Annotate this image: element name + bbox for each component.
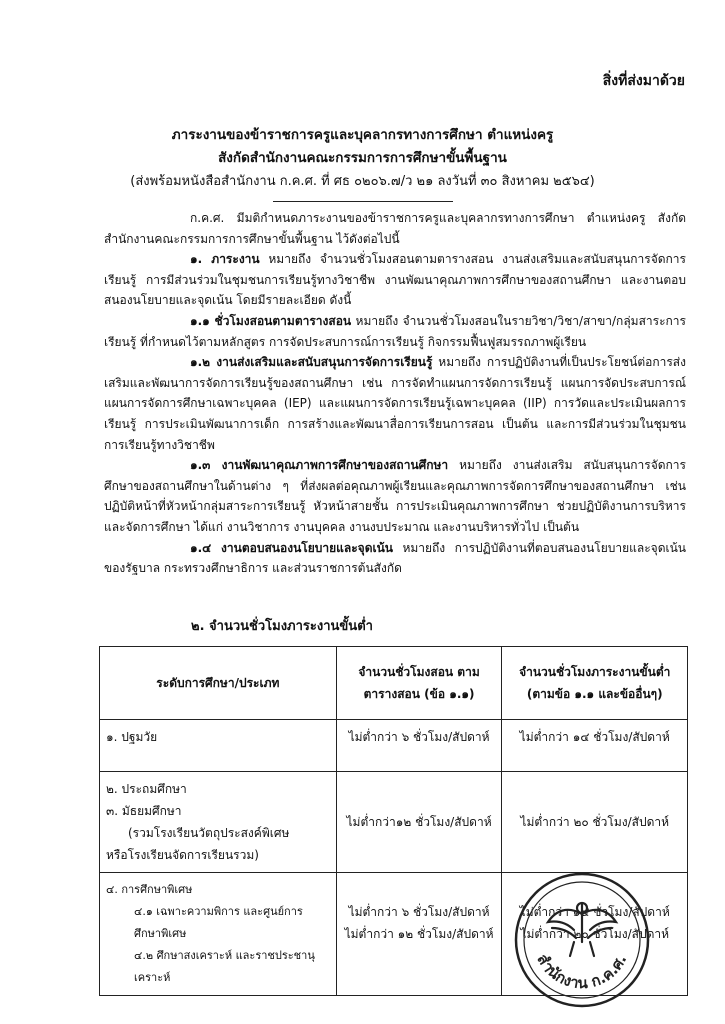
teaching-hours-cell: ไม่ต่ำกว่า ๖ ชั่วโมง/สัปดาห์	[336, 720, 502, 772]
section-1-1-paragraph	[104, 311, 686, 352]
table-header-teaching-hours: จำนวนชั่วโมงสอน ตามตารางสอน (ข้อ ๑.๑)	[336, 647, 502, 720]
table-row	[100, 772, 688, 873]
level-cell: ๔. การศึกษาพิเศษ ๔.๑ เฉพาะความพิการ และศูนย์การศึกษาพิเศษ ๔.๒ ศึกษาสงเคราะห์ และราชประชานุเคราะห์	[100, 873, 337, 996]
section-1-text: หมายถึง จำนวนชั่วโมงสอนตามตารางสอน งานส่งเสริมและสนับสนุนการจัดการเรียนรู้ การมีส่วนร่วมในชุมชนการเรียนรู้ทางวิชาชีพ งานพัฒนาคุณภาพการศึกษาของสถานศึกษา และงานตอบสนองนโยบายและจุดเน้น โดยมีรายละเอียด ดังนี้	[104, 252, 686, 308]
svg-text:สำนักงาน ก.ค.ศ.	[533, 951, 630, 992]
table-header-min-workload: จำนวนชั่วโมงภาระงานขั้นต่ำ (ตามข้อ ๑.๑ และข้ออื่นๆ)	[502, 647, 688, 720]
teaching-hours-cell: ไม่ต่ำกว่า๑๒ ชั่วโมง/สัปดาห์	[336, 772, 502, 873]
section-2-heading: ๒. จำนวนชั่วโมงภาระงานขั้นต่ำ	[191, 619, 373, 634]
min-workload-cell: ไม่ต่ำกว่า ๒๐ ชั่วโมง/สัปดาห์	[502, 772, 688, 873]
document-title: ภาระงานของข้าราชการครูและบุคลากรทางการศึกษา ตำแหน่งครู	[171, 127, 554, 143]
section-1-2-text: หมายถึง การปฏิบัติงานที่เป็นประโยชน์ต่อการส่งเสริมและพัฒนาการจัดการเรียนรู้ของสถานศึกษา เช่น การจัดทำแผนการจัดการเรียนรู้ แผนการจัดประสบการณ์ แผนการจัดการศึกษาเฉพาะบุคคล (IEP) และแผนการจัดการเรียนรู้เฉพาะบุคคล (IIP) การวัดและประเมินผลการเรียนรู้ การประเมินพัฒนาการเด็ก การสร้างและพัฒนาสื่อการเรียนการสอน เป็นต้น และการมีส่วนร่วมในชุมชนการเรียนรู้ทางวิชาชีพ	[104, 355, 686, 452]
section-1-4-paragraph	[104, 538, 686, 579]
teaching-hours-cell: ไม่ต่ำกว่า ๖ ชั่วโมง/สัปดาห์ ไม่ต่ำกว่า ๑๒ ชั่วโมง/สัปดาห์	[336, 873, 502, 996]
section-1-4-text: หมายถึง การปฏิบัติงานที่ตอบสนองนโยบายและจุดเน้นของรัฐบาล กระทรวงศึกษาธิการ และส่วนราชการต้นสังกัด	[104, 540, 686, 576]
min-workload-cell: ไม่ต่ำกว่า ๑๔ ชั่วโมง/สัปดาห์	[502, 720, 688, 772]
section-1-3-paragraph	[104, 455, 686, 537]
section-1-3-text: หมายถึง งานส่งเสริม สนับสนุนการจัดการศึกษาของสถานศึกษาในด้านต่าง ๆ ที่ส่งผลต่อคุณภาพผู้เรียนและคุณภาพการจัดการศึกษาของสถานศึกษา เช่น ปฏิบัติหน้าที่หัวหน้ากลุ่มสาระการเรียนรู้ หัวหน้าสายชั้น การประเมินคุณภาพการศึกษา ช่วยปฏิบัติงานการบริหารและจัดการศึกษา ได้แก่ งานวิชาการ งานบุคคล งานงบประมาณ และงานบริหารทั่วไป เป็นต้น	[104, 458, 686, 534]
min-workload-cell: ไม่ต่ำกว่า ๑๔ ชั่วโมง/สัปดาห์ ไม่ต่ำกว่า ๒๐ ชั่วโมง/สัปดาห์	[502, 873, 688, 996]
attachment-label: สิ่งที่ส่งมาด้วย	[602, 73, 685, 89]
table-header-row	[100, 647, 688, 720]
seal-text: สำนักงาน ก.ค.ศ.	[533, 950, 631, 993]
garuda-seal-icon	[512, 870, 652, 1010]
section-1-2-heading: ๑.๒ งานส่งเสริมและสนับสนุนการจัดการเรียนรู้	[190, 355, 433, 370]
document-subtitle: (ส่งพร้อมหนังสือสำนักงาน ก.ค.ศ. ที่ ศธ ๐๒๐๖.๗/ว ๒๑ ลงวันที่ ๓๐ สิงหาคม ๒๕๖๔)	[130, 174, 595, 189]
section-1-2-paragraph	[104, 352, 686, 455]
section-1-4-heading: ๑.๔ งานตอบสนองนโยบายและจุดเน้น	[190, 540, 394, 555]
title-divider	[273, 201, 453, 202]
table-header-level: ระดับการศึกษา/ประเภท	[100, 647, 337, 720]
table-row	[100, 720, 688, 772]
document-title-line2: สังกัดสำนักงานคณะกรรมการการศึกษาขั้นพื้นฐาน	[218, 150, 507, 166]
intro-block	[104, 208, 686, 579]
intro-paragraph: ก.ค.ศ. มีมติกำหนดภาระงานของข้าราชการครูและบุคลากรทางการศึกษา ตำแหน่งครู สังกัดสำนักงานคณะกรรมการการศึกษาขั้นพื้นฐาน ไว้ดังต่อไปนี้	[104, 211, 686, 246]
level-cell: ๒. ประถมศึกษา ๓. มัธยมศึกษา (รวมโรงเรียนวัตถุประสงค์พิเศษ หรือโรงเรียนจัดการเรียนรวม)	[100, 772, 337, 873]
section-1-3-heading: ๑.๓ งานพัฒนาคุณภาพการศึกษาของสถานศึกษา	[190, 458, 449, 473]
level-cell: ๑. ปฐมวัย	[100, 720, 337, 772]
section-1-1-heading: ๑.๑ ชั่วโมงสอนตามตารางสอน	[190, 313, 352, 328]
section-1-paragraph	[104, 249, 686, 311]
section-1-heading: ๑. ภาระงาน	[190, 252, 260, 267]
section-1-1-text: หมายถึง จำนวนชั่วโมงสอนในรายวิชา/วิชา/สาขา/กลุ่มสาระการเรียนรู้ ที่กำหนดไว้ตามหลักสูตร การจัดประสบการณ์การเรียนรู้ กิจกรรมฟื้นฟูสมรรถภาพผู้เรียน	[104, 313, 686, 349]
